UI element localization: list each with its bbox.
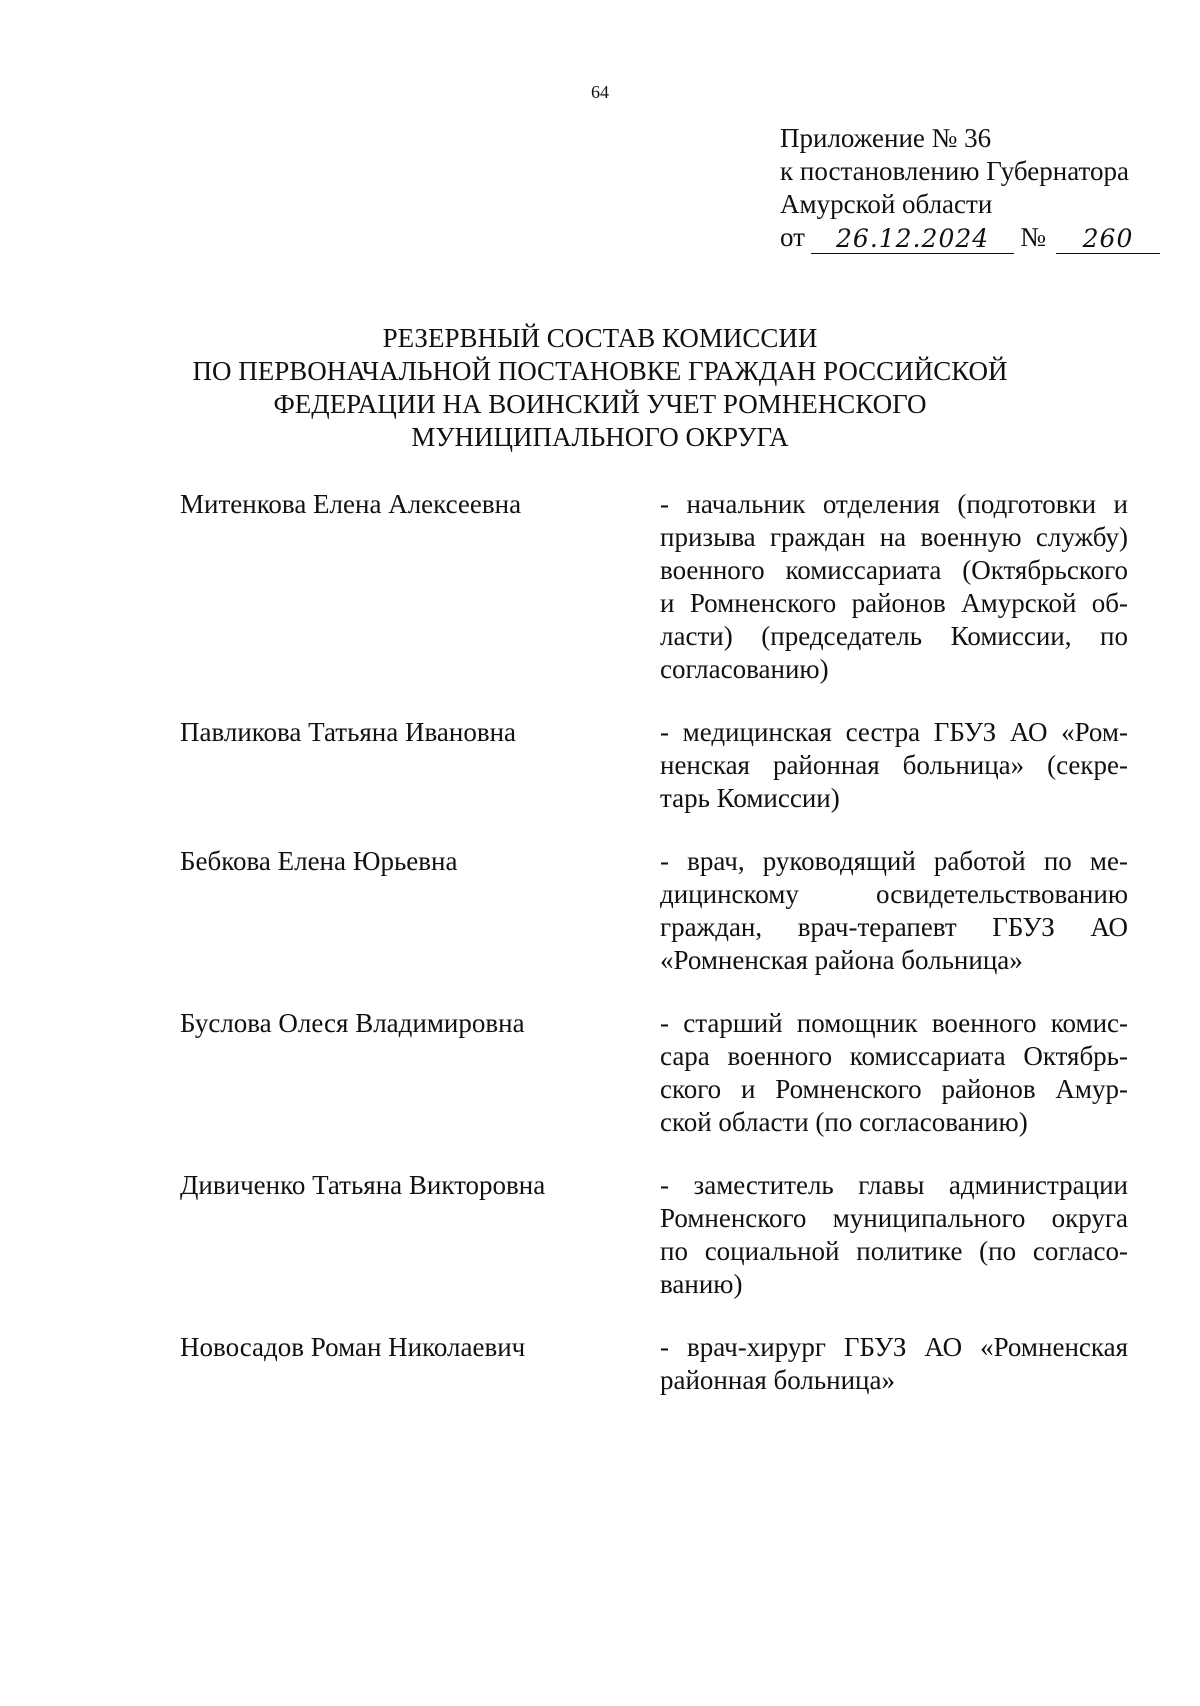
role-line: ненская районная больница» (секре- — [660, 750, 1128, 780]
role-line: - заместитель главы администрации — [660, 1170, 1128, 1200]
member-name: Павликова Татьяна Ивановна — [180, 717, 516, 747]
role-line: ванию) — [660, 1269, 743, 1299]
role-line: и Ромненского районов Амурской об- — [660, 588, 1128, 618]
handwritten-number: 260 — [1056, 225, 1160, 254]
role-line: дицинскому освидетельствованию — [660, 879, 1128, 909]
role-line: граждан, врач-терапевт ГБУЗ АО — [660, 912, 1128, 942]
member-name: Буслова Олеся Владимировна — [180, 1008, 525, 1038]
member-name: Бебкова Елена Юрьевна — [180, 846, 458, 876]
member-role — [660, 1331, 1128, 1397]
member-row — [180, 1169, 1130, 1301]
member-name: Митенкова Елена Алексеевна — [180, 489, 522, 519]
document-title — [0, 322, 1200, 454]
from-label: от — [780, 222, 805, 252]
number-label: № — [1020, 222, 1046, 252]
member-name: Дивиченко Татьяна Викторовна — [180, 1170, 546, 1200]
member-row — [180, 1331, 1130, 1397]
member-role — [660, 488, 1128, 686]
appendix-line-2: к постановлению Губернатора — [780, 156, 1129, 186]
member-row — [180, 1007, 1130, 1139]
role-line: - старший помощник военного комис- — [660, 1008, 1128, 1038]
role-line: призыва граждан на военную службу) — [660, 522, 1128, 552]
member-name: Новосадов Роман Николаевич — [180, 1332, 526, 1362]
member-row — [180, 716, 1130, 815]
role-line: ского и Ромненского районов Амур- — [660, 1074, 1128, 1104]
handwritten-date: 26.12.2024 — [811, 225, 1014, 254]
members-list — [180, 488, 1130, 1427]
role-line: Ромненского муниципального округа — [660, 1203, 1128, 1233]
role-line: военного комиссариата (Октябрьского — [660, 555, 1128, 585]
member-row — [180, 488, 1130, 686]
member-role — [660, 716, 1128, 815]
role-line: ской области (по согласованию) — [660, 1107, 1028, 1137]
appendix-line-3: Амурской области — [780, 189, 993, 219]
role-line: - начальник отделения (подготовки и — [660, 489, 1128, 519]
title-line: РЕЗЕРВНЫЙ СОСТАВ КОМИССИИ — [382, 323, 818, 353]
member-row — [180, 845, 1130, 977]
role-line: тарь Комиссии) — [660, 783, 840, 813]
role-line: - врач-хирург ГБУЗ АО «Ромненская — [660, 1332, 1128, 1362]
role-line: районная больница» — [660, 1365, 895, 1395]
role-line: - медицинская сестра ГБУЗ АО «Ром- — [660, 717, 1128, 747]
appendix-date-line — [780, 221, 1160, 254]
page-number: 64 — [591, 82, 609, 102]
role-line: - врач, руководящий работой по ме- — [660, 846, 1128, 876]
member-role — [660, 1007, 1128, 1139]
role-line: ласти) (председатель Комиссии, по — [660, 621, 1128, 651]
member-role — [660, 845, 1128, 977]
appendix-block — [780, 122, 1160, 254]
role-line: по социальной политике (по согласо- — [660, 1236, 1128, 1266]
member-role — [660, 1169, 1128, 1301]
role-line: «Ромненская района больница» — [660, 945, 1023, 975]
title-line: ФЕДЕРАЦИИ НА ВОИНСКИЙ УЧЕТ РОМНЕНСКОГО — [273, 389, 927, 419]
appendix-line-1: Приложение № 36 — [780, 123, 992, 153]
role-line: сара военного комиссариата Октябрь- — [660, 1041, 1128, 1071]
title-line: МУНИЦИПАЛЬНОГО ОКРУГА — [411, 422, 789, 452]
title-line: ПО ПЕРВОНАЧАЛЬНОЙ ПОСТАНОВКЕ ГРАЖДАН РОССИЙСКОЙ — [192, 356, 1008, 386]
role-line: согласованию) — [660, 654, 829, 684]
